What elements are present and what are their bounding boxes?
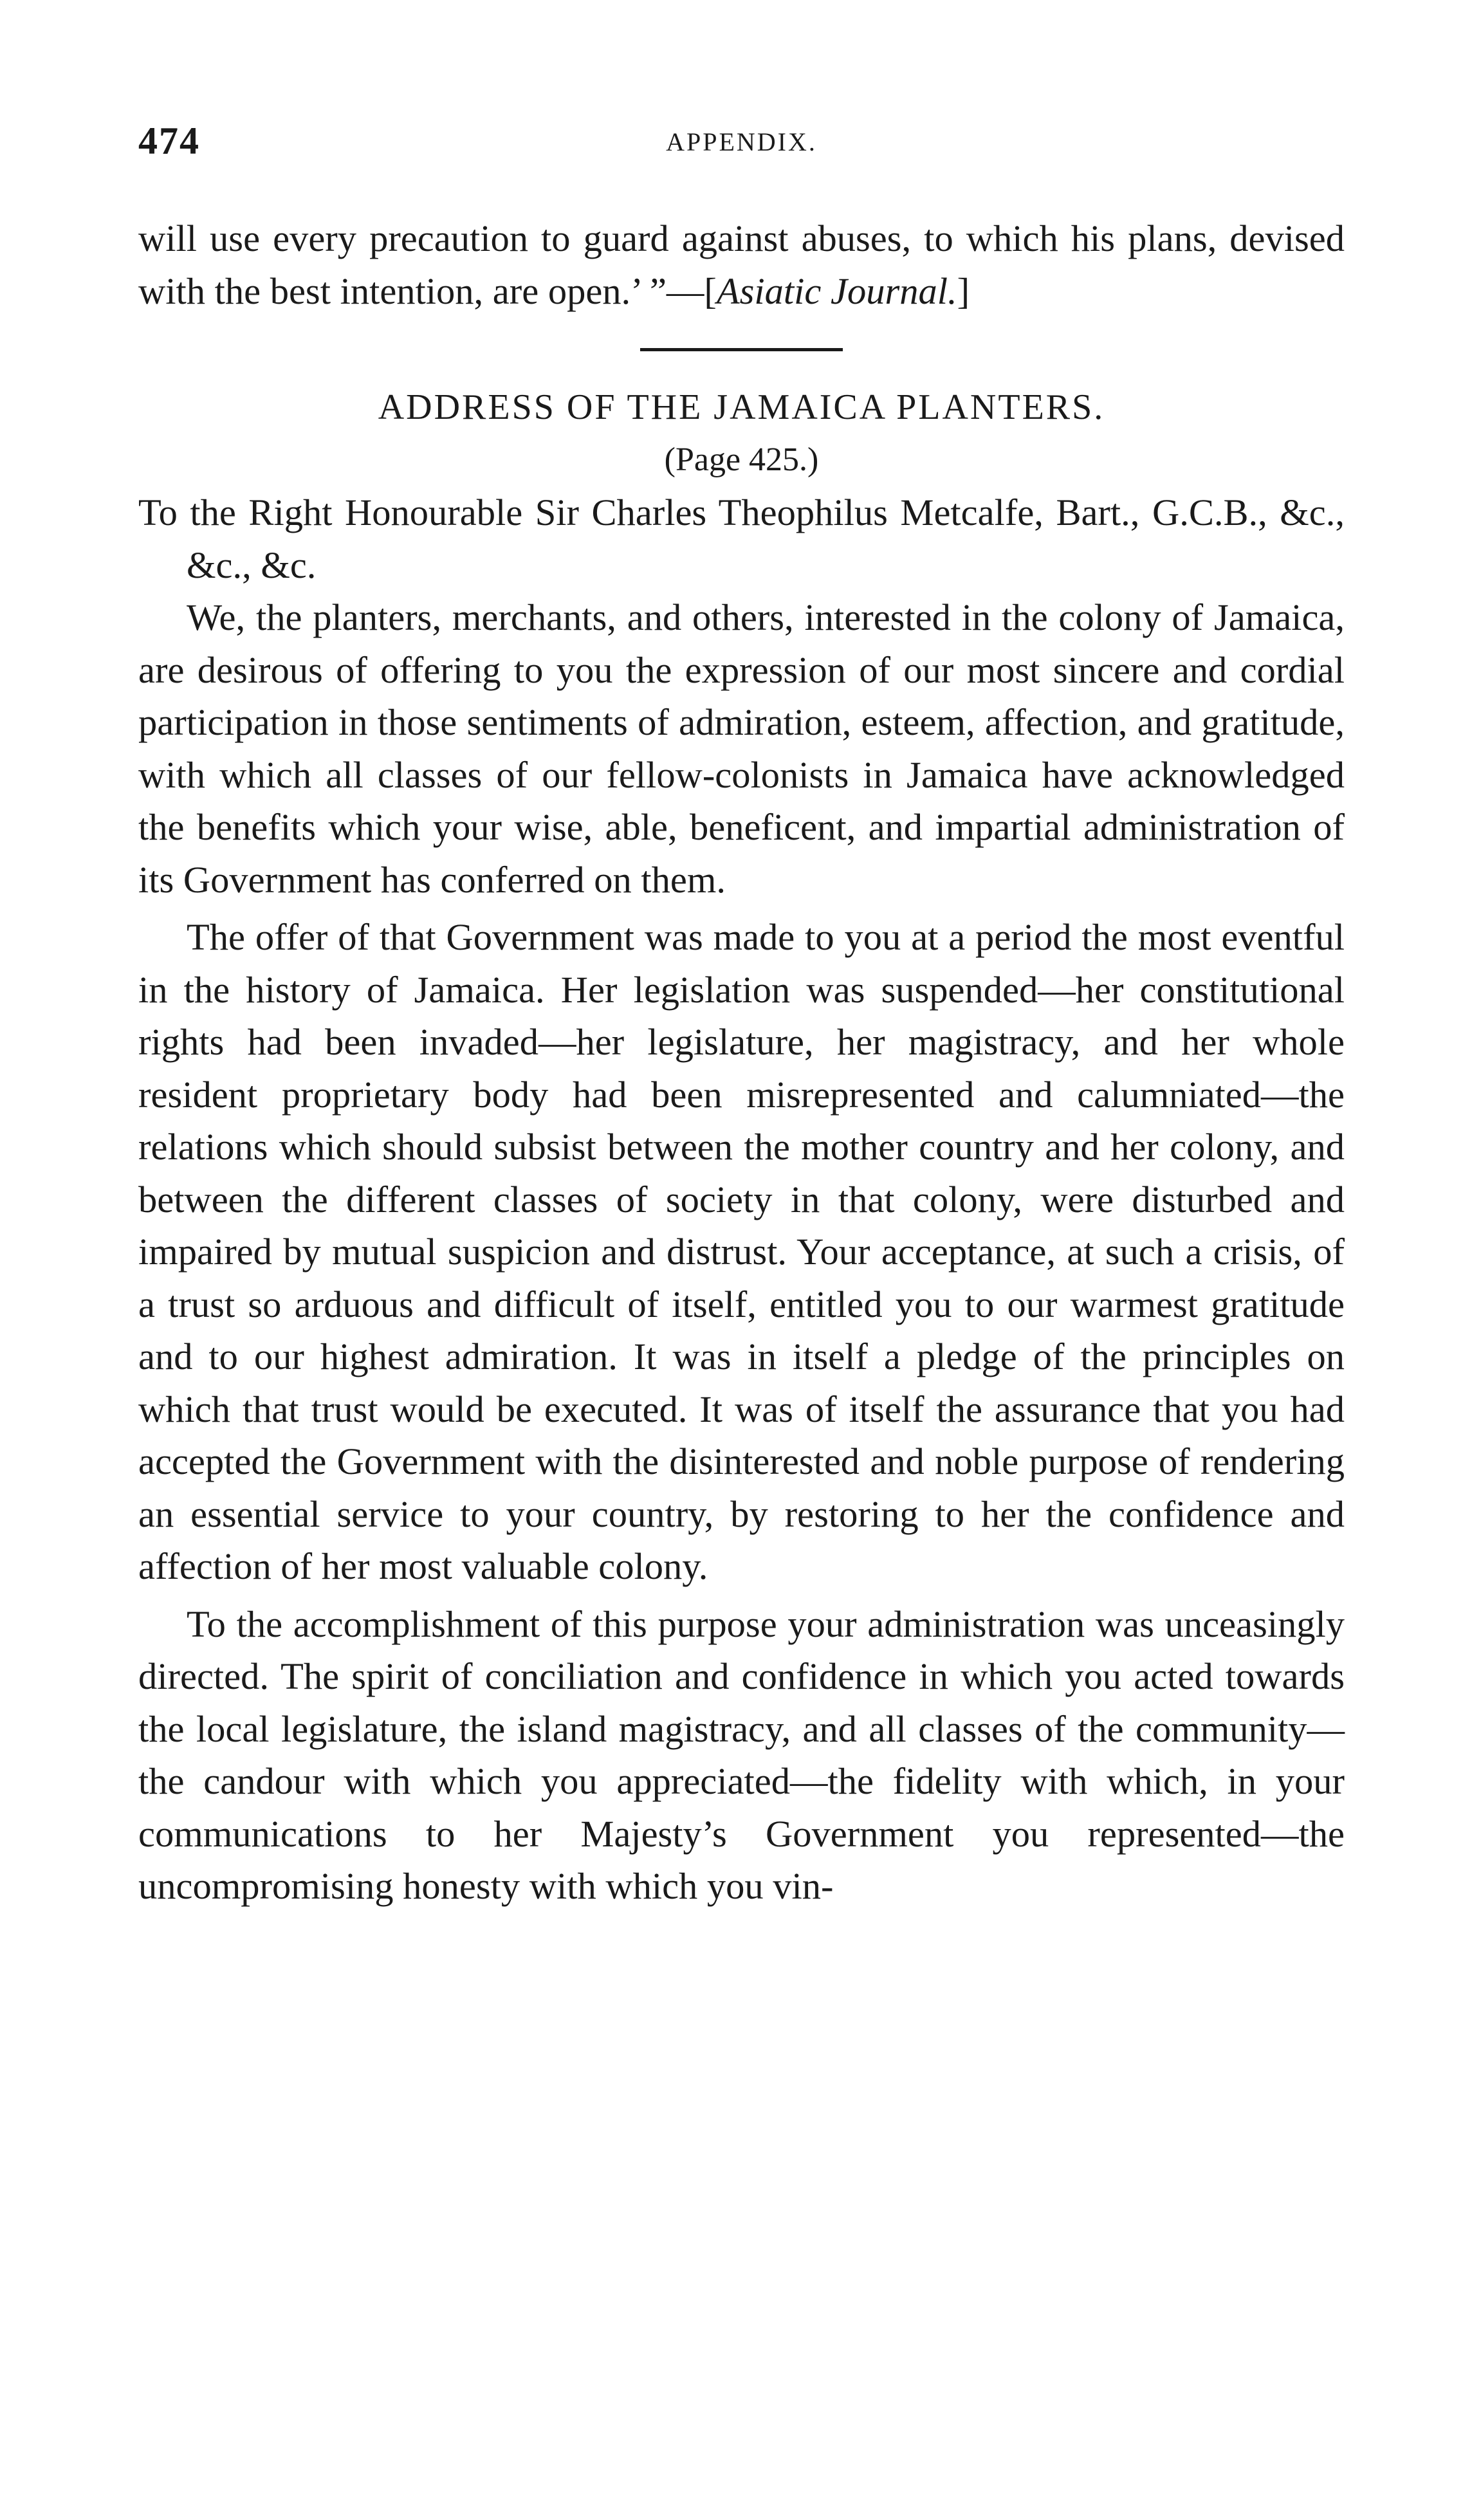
quote-continuation bbox=[138, 212, 1345, 317]
salutation: To the Right Honourable Sir Charles Theophilus Metcalfe, Bart., G.C.B., &c., &c., &c. bbox=[138, 492, 1345, 586]
paragraph: The offer of that Government was made to you at a period the most eventful in the history of Jamaica. Her legislation was suspended—her constitutional rights had been invaded—her legislature, her magistracy, and her whole resident proprietary body had been misrepresented and calumniated—the relations which should subsist between the mother country and her colony, and between the different classes of society in that colony, were disturbed and impaired by mutual suspicion and distrust. Your acceptance, at such a crisis, of a trust so arduous and difficult of itself, entitled you to our warmest gratitude and to our highest admiration. It was in itself a pledge of the principles on which that trust would be executed. It was of itself the assurance that you had accepted the Government with the disinterested and noble purpose of rendering an essential service to your country, by restoring to her the confidence and affection of her most valuable colony. bbox=[138, 916, 1345, 1587]
page-header bbox=[138, 119, 1345, 170]
body-text bbox=[138, 212, 1345, 1913]
section-title: ADDRESS OF THE JAMAICA PLANTERS. bbox=[378, 387, 1105, 427]
paragraph: We, the planters, merchants, and others, interested in the colony of Jamaica, are desirous of offering to you the expression of our most sincere and cordial participation in those sentiments of admiration, esteem, affection, and gratitude, with which all classes of our fellow-colonists in Jamaica have acknowledged the benefits which your wise, able, beneficent, and impartial administration of its Government has conferred on them. bbox=[138, 596, 1345, 901]
quote-text: will use every precaution to guard against abuses, to which his plans, devised with the best intention, are open.’ ”—[ bbox=[138, 217, 1345, 312]
page-number: 474 bbox=[138, 120, 200, 162]
section-divider bbox=[640, 348, 843, 351]
paragraph: To the accomplishment of this purpose your administration was unceasingly directed. The spirit of conciliation and confidence in which you acted towards the local legislature, the island magistracy, and all classes of the community—the candour with which you appreciated—the fidelity with which, in your communications to her Majesty’s Government you represented—the uncompromising honesty with which you vin- bbox=[138, 1603, 1345, 1907]
page-reference: (Page 425.) bbox=[664, 441, 819, 478]
quote-close: ] bbox=[957, 270, 970, 312]
quote-source: Asiatic Journal. bbox=[716, 270, 957, 312]
running-head: APPENDIX. bbox=[666, 127, 817, 156]
